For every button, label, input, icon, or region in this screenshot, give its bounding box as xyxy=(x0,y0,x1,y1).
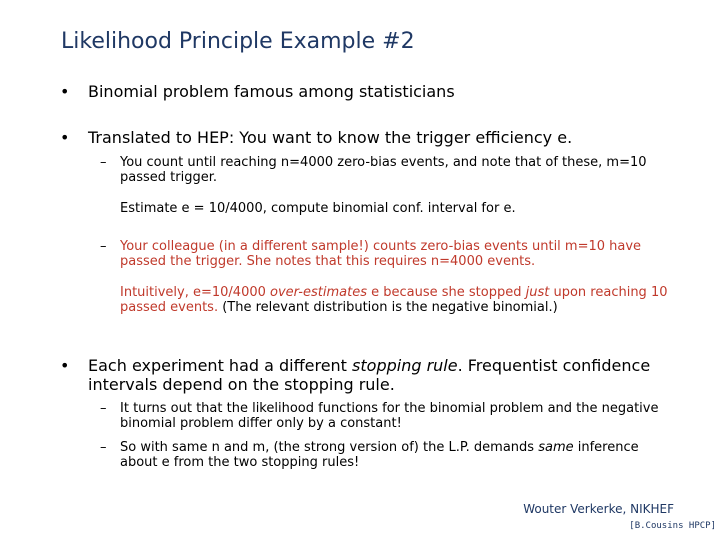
sub-colleague-count: Your colleague (in a different sample!) counts zero-bias events until m=10 have passed the trigger. She notes that this requires n=4000 events. xyxy=(120,239,642,269)
intuition-red-text-c: upon reaching 10 passed events. xyxy=(120,285,668,315)
sub-estimate: Estimate e = 10/4000, compute binomial conf. interval for e. xyxy=(120,201,516,216)
sub-likelihood-functions: It turns out that the likelihood functions for the binomial problem and the negative binomial problem differ only by a constant! xyxy=(120,401,659,431)
stopping-rule-italic: stopping rule xyxy=(352,356,458,375)
bullet-binomial-problem: Binomial problem famous among statisticians xyxy=(88,82,455,101)
sub-bullet-dash: – xyxy=(100,440,107,455)
same-inference-text-a: So with same n and m, (the strong version of) the L.P. demands xyxy=(120,440,539,455)
intuition-red-text-b: e because she stopped xyxy=(366,285,526,300)
sub-bullet-dash: – xyxy=(100,401,107,416)
citation: [B.Cousins HPCP] xyxy=(629,521,716,531)
stopping-rule-text-a: Each experiment had a different xyxy=(88,356,353,375)
sub-bullet-dash: – xyxy=(100,155,107,170)
sub-same-inference xyxy=(120,440,680,470)
sub-bullet-dash: – xyxy=(100,239,107,254)
slide-title: Likelihood Principle Example #2 xyxy=(61,29,415,54)
same-inference-italic: same xyxy=(538,440,574,455)
same-inference-text-b: inference about e from the two stopping rules! xyxy=(120,440,639,470)
intuition-red-italic-2: just xyxy=(525,285,550,300)
intuition-black-text: (The relevant distribution is the negative binomial.) xyxy=(218,300,558,315)
intuition-red-text-a: Intuitively, e=10/4000 xyxy=(120,285,271,300)
bullet-hep-translation: Translated to HEP: You want to know the trigger efficiency e. xyxy=(88,128,573,147)
intuition-red-italic: over-estimates xyxy=(270,285,367,300)
sub-intuition xyxy=(120,285,680,315)
bullet-marker: • xyxy=(60,128,70,147)
bullet-marker: • xyxy=(60,82,70,101)
stopping-rule-text-b: . Frequentist confidence intervals depend on the stopping rule. xyxy=(88,356,651,394)
bullet-marker: • xyxy=(60,356,70,375)
bullet-stopping-rule xyxy=(88,356,688,394)
sub-count-events: You count until reaching n=4000 zero-bias events, and note that of these, m=10 passed trigger. xyxy=(120,155,647,185)
footer-author: Wouter Verkerke, NIKHEF xyxy=(523,502,674,516)
